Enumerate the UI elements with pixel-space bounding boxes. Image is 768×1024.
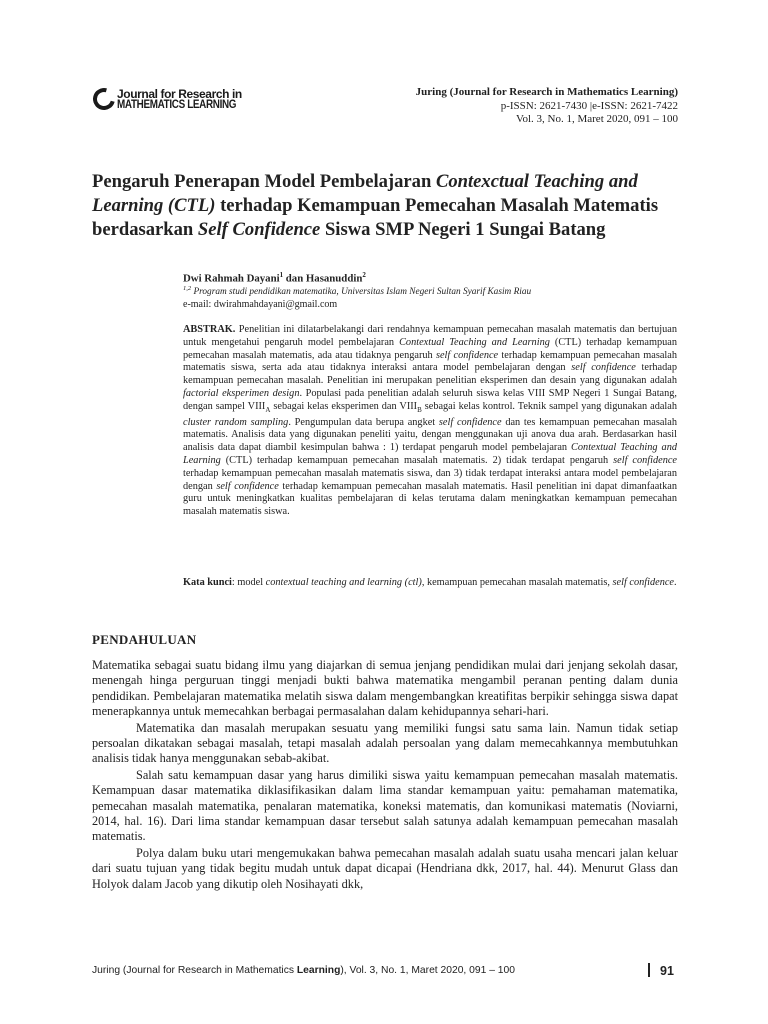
page-footer: Juring (Journal for Research in Mathematics Learning), Vol. 3, No. 1, Maret 2020, 091 – 100 xyxy=(92,965,515,976)
journal-logo xyxy=(93,86,242,116)
author-list: Dwi Rahmah Dayani$^1$ dan Hasanuddin$^2$ xyxy=(183,271,366,285)
affiliation: $^{1,2}$ Program studi pendidikan matematika, Universitas Islam Negeri Sultan Syarif Kasim Riau xyxy=(183,285,532,298)
journal-header xyxy=(416,86,678,127)
paragraph-4: Polya dalam buku utari mengemukakan bahwa pemecahan masalah adalah suatu usaha mencari jalan keluar dari suatu tujuan yang tidak begitu mudah untuk dapat dicapai (Hendriana dkk, 2017, hal. 44). Menurut Glass dan Holyok dalam Jacob yang dikutip oleh Nosihayati dkk, xyxy=(92,845,678,891)
journal-issn: p-ISSN: 2621-7430 |e-ISSN: 2621-7422 xyxy=(500,99,678,112)
section-heading: PENDAHULUAN xyxy=(92,632,197,647)
body-text xyxy=(92,658,678,892)
logo-ring-icon xyxy=(89,84,119,114)
page-number: 91 xyxy=(648,963,674,978)
paragraph-1: Matematika sebagai suatu bidang ilmu yang diajarkan di semua jenjang pendidikan mulai dari jenjang sekolah dasar, menengah hinga perguruan tinggi menjadi bukti bahwa matematika mengambil peranan penting dalam dunia pendidikan. Pembelajaran matematika melatih siswa dalam mengembangkan kreatifitas berpikir sehingga siswa dapat menerapkannya untuk memecahkan berbagai permasalahan dalam kehidupannya sehari-hari. xyxy=(92,658,678,719)
keywords: Kata kunci: model contextual teaching and learning (ctl), kemampuan pemecahan masalah matematis, self confidence. xyxy=(183,577,677,588)
journal-volume: Vol. 3, No. 1, Maret 2020, 091 – 100 xyxy=(515,113,678,125)
author-email: e-mail: dwirahmahdayani@gmail.com xyxy=(183,299,338,310)
abstract: ABSTRAK. Penelitian ini dilatarbelakangi dari rendahnya kemampuan pemecahan masalah matematis dan bertujuan untuk mengetahui pengaruh model pembelajaran Contextual Teaching and Learning (CTL) terhadap kemampuan pemecahan masalah matematis, ada atau tidaknya pengaruh self confidence terhadap kemampuan pemecahan masalah matematis siswa, serta ada atau tidaknya interaksi antara model pembelajaran dengan self confidence terhadap kemampuan pemecahan masalah. Penelitian ini merupakan penelitian eksperimen dan desain yang digunakan adalah factorial eksperimen design. Populasi pada penelitian adalah seluruh siswa kelas VIII SMP Negeri 1 Sungai Batang, dengan sampel $VIII_A$ sebagai kelas eksperimen dan $VIII_B$ sebagai kelas kontrol. Teknik sampel yang digunakan adalah cluster random sampling. Pengumpulan data berupa angket self confidence dan tes kemampuan pemecahan masalah matematis. Analisis data yang digunakan peneliti yaitu, dengan menggunakan uji anova dua arah. Berdasarkan hasil analisis data dapat diambil kesimpulan bahwa : 1) terdapat pengaruh model pembelajaran Contextual Teaching and Learning (CTL) terhadap kemampuan pemecahan masalah matematis. 2) tidak terdapat pengaruh self confidence terhadap kemampuan pemecahan masalah matematis siswa, dan 3) tidak terdapat interaksi antara model pembelajaran dengan self confidence terhadap kemampuan pemecahan masalah matematis. Hasil penelitian ini dapat dimanfaatkan guru untuk meningkatkan kualitas pembelajaran di kelas terutama dalam meningkatkan kemampuan pemecahan masalah matematis siswa. xyxy=(183,324,678,518)
abstract-label: ABSTRAK. xyxy=(183,324,236,335)
keywords-label: Kata kunci xyxy=(183,577,232,588)
logo-line1: Journal for Research in xyxy=(117,87,242,101)
paragraph-3: Salah satu kemampuan dasar yang harus dimiliki siswa yaitu kemampuan pemecahan masalah matematis. Kemampuan dasar matematika diklasifikasikan dalam lima standar kemampuan yaitu: pemahaman matematika, pemecahan masalah matematika, penalaran matematika, koneksi matematis, dan komunikasi matematis (Noviarni, 2014, hal. 16). Dari lima standar kemampuan dasar tersebut salah satunya adalah kemampuan pemecahan masalah matematis. xyxy=(92,767,678,844)
journal-name: Juring (Journal for Research in Mathematics Learning) xyxy=(415,86,678,98)
footer-divider xyxy=(648,963,650,977)
paragraph-2: Matematika dan masalah merupakan sesuatu yang memiliki fungsi satu sama lain. Namun tidak setiap persoalan dikatakan sebagai masalah, tetapi masalah adalah persoalan yang dalam memecahkannya membutuhkan analisis tidak hanya menggunakan sebab-akibat. xyxy=(92,720,678,766)
logo-line2: MATHEMATICS LEARNING xyxy=(117,99,237,111)
paper-title: Pengaruh Penerapan Model Pembelajaran Contexctual Teaching and Learning (CTL) terhadap Kemampuan Pemecahan Masalah Matematis berdasarkan Self Confidence Siswa SMP Negeri 1 Sungai Batang xyxy=(92,171,659,240)
